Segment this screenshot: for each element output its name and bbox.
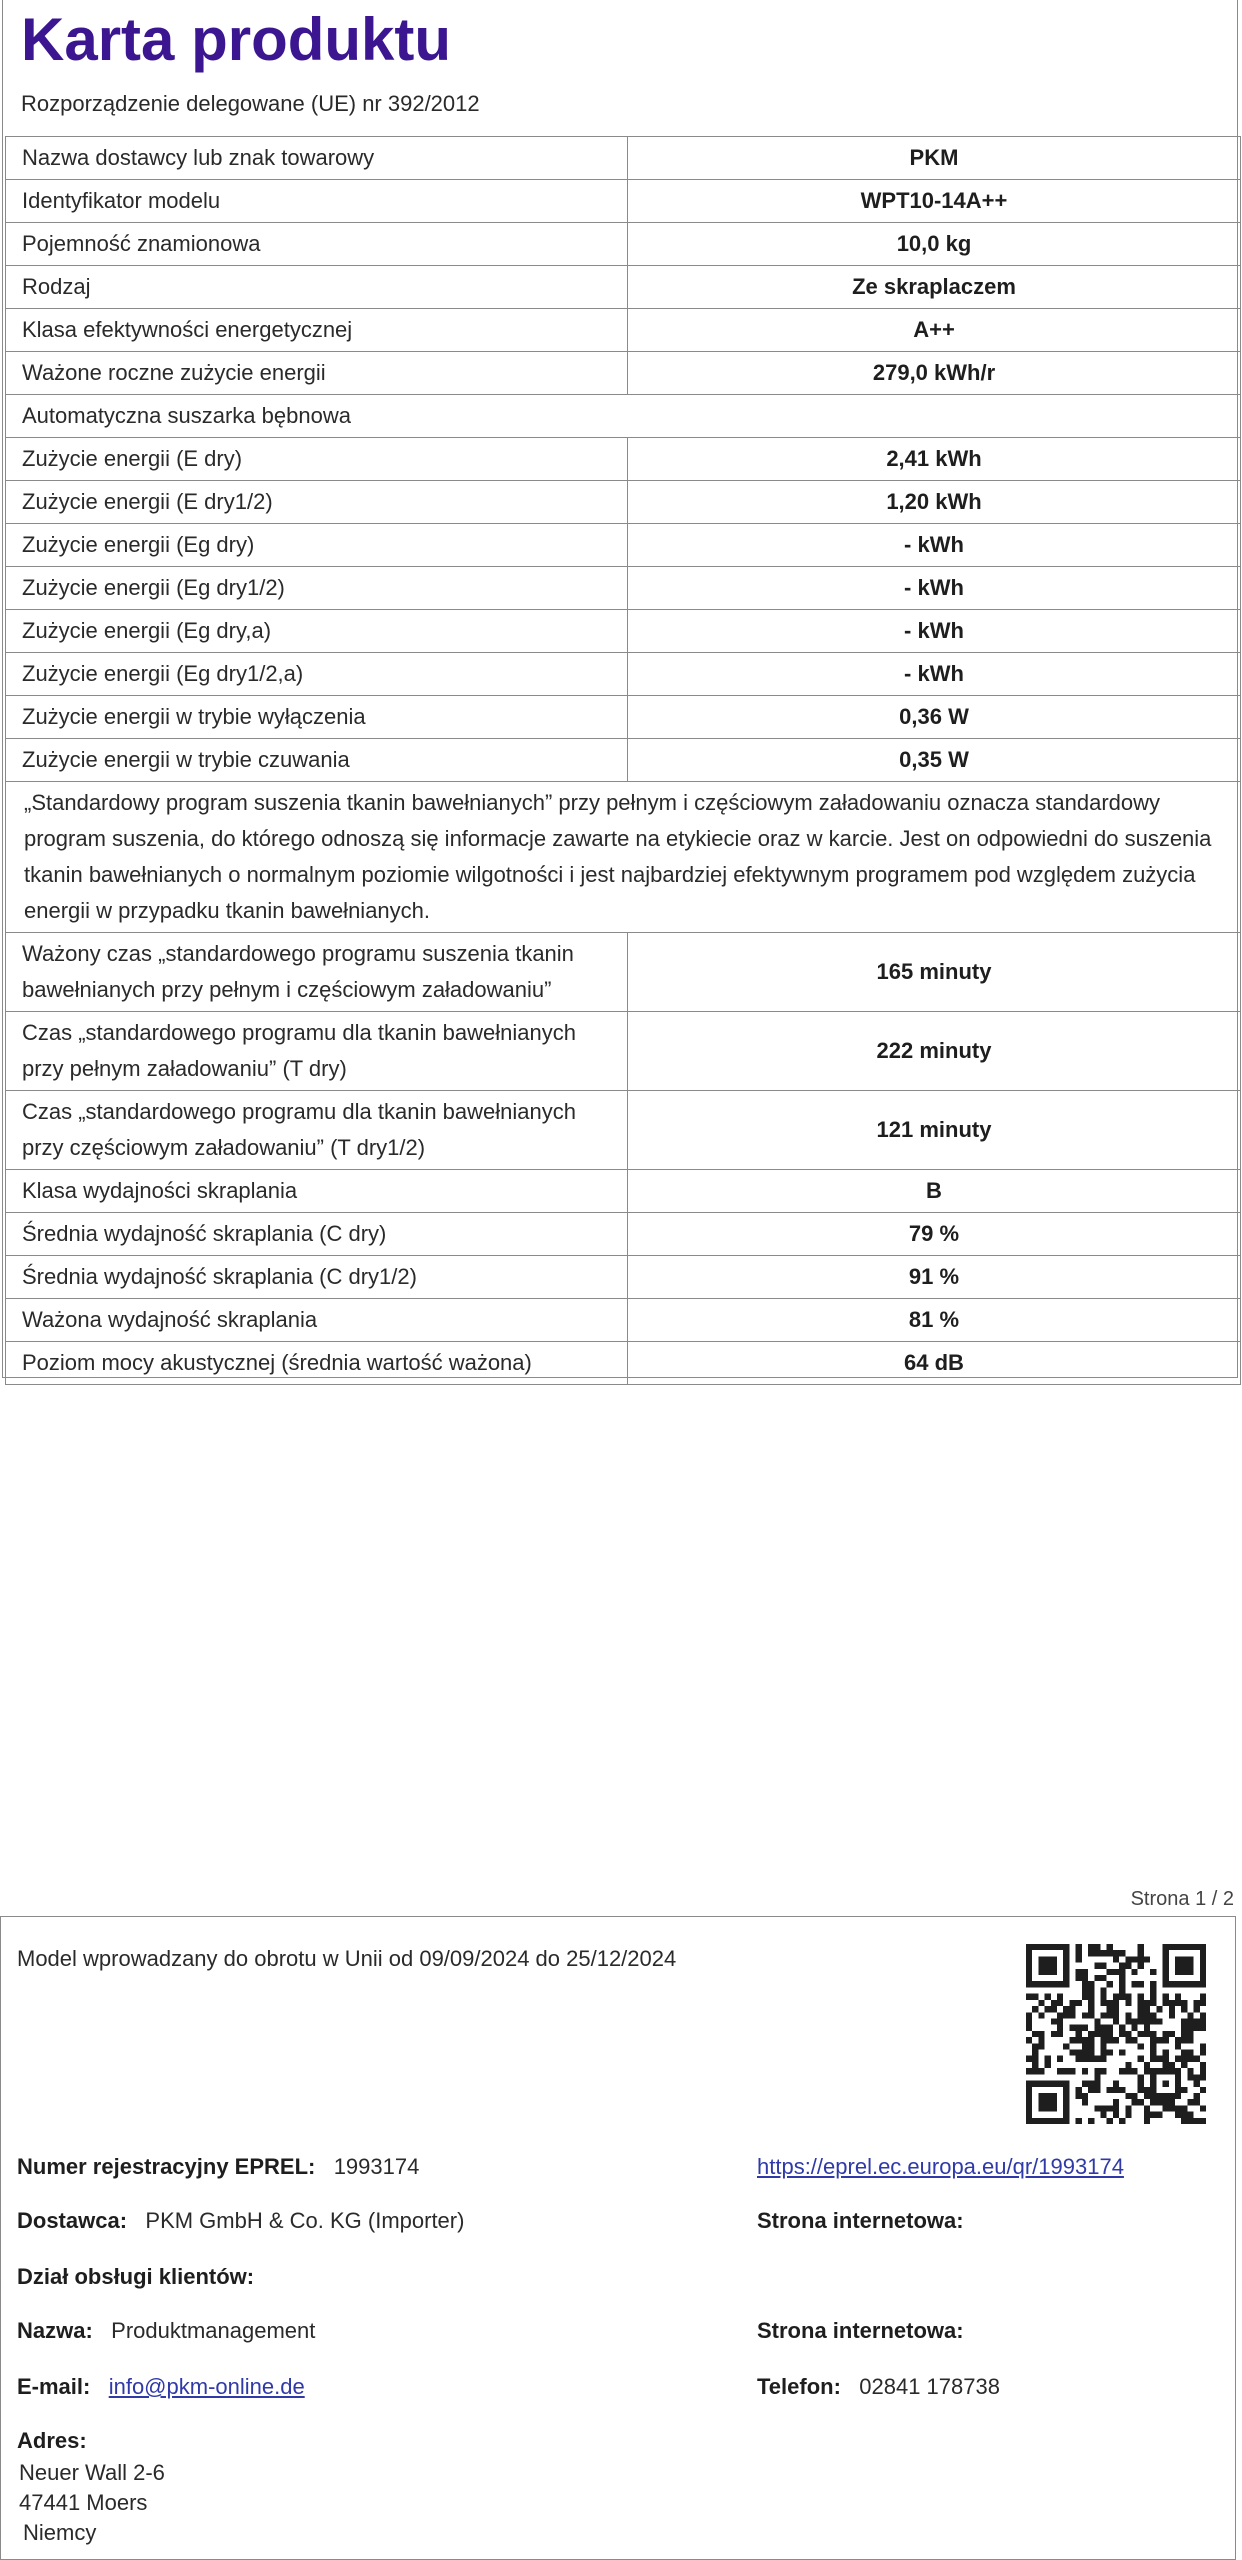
row-label: Zużycie energii w trybie czuwania [6, 739, 628, 782]
row-label: Zużycie energii (E dry) [6, 438, 628, 481]
phone-label: Telefon: [757, 2374, 841, 2399]
eprel-link[interactable]: https://eprel.ec.europa.eu/qr/1993174 [757, 2154, 1124, 2179]
supplier-label: Dostawca: [17, 2208, 128, 2233]
table-row [6, 696, 1241, 739]
row-value: 10,0 kg [628, 223, 1241, 266]
phone-line [757, 2373, 1000, 2401]
row-value: - kWh [628, 653, 1241, 696]
table-row [6, 1256, 1241, 1299]
row-label: Zużycie energii (Eg dry,a) [6, 610, 628, 653]
address-heading [17, 2427, 87, 2455]
row-value: B [628, 1170, 1241, 1213]
row-value: 91 % [628, 1256, 1241, 1299]
table-row [6, 524, 1241, 567]
row-value: A++ [628, 309, 1241, 352]
product-sheet [2, 0, 1238, 1378]
row-value: 64 dB [628, 1342, 1241, 1385]
supplier-value: PKM GmbH & Co. KG (Importer) [145, 2208, 465, 2233]
row-value: 165 minuty [628, 933, 1241, 1012]
table-row [6, 567, 1241, 610]
row-label: Zużycie energii (Eg dry1/2) [6, 567, 628, 610]
supplier-line [17, 2207, 464, 2235]
row-label: Identyfikator modelu [6, 180, 628, 223]
email-label: E-mail: [17, 2374, 91, 2399]
row-label: Klasa wydajności skraplania [6, 1170, 628, 1213]
table-row [6, 653, 1241, 696]
row-value: 222 minuty [628, 1012, 1241, 1091]
table-row [6, 933, 1241, 1012]
table-row [6, 395, 1241, 438]
table-row [6, 309, 1241, 352]
row-value: 121 minuty [628, 1091, 1241, 1170]
row-label: Ważona wydajność skraplania [6, 1299, 628, 1342]
program-description: „Standardowy program suszenia tkanin bawełnianych” przy pełnym i częściowym załadowaniu oznacza standardowy program suszenia, do którego odnoszą się informacje zawarte na etykiecie oraz w karcie. Jest on odpowiedni do suszenia tkanin bawełnianych o normalnym poziomie wilgotności i jest najbardziej efektywnym programem pod względem zużycia energii w przypadku tkanin bawełnianych. [6, 782, 1241, 933]
eprel-link-line [757, 2153, 1124, 2181]
row-value: Ze skraplaczem [628, 266, 1241, 309]
phone-value: 02841 178738 [859, 2374, 1000, 2399]
service-label: Dział obsługi klientów: [17, 2264, 255, 2289]
eprel-number: 1993174 [333, 2154, 420, 2179]
address-label: Adres: [17, 2428, 87, 2453]
qr-code-icon [1026, 1944, 1206, 2124]
row-label: Pojemność znamionowa [6, 223, 628, 266]
row-value: 81 % [628, 1299, 1241, 1342]
contact-name-label: Nazwa: [17, 2318, 93, 2343]
row-value: 279,0 kWh/r [628, 352, 1241, 395]
eprel-label: Numer rejestracyjny EPREL: [17, 2154, 316, 2179]
table-row [6, 1299, 1241, 1342]
row-label: Czas „standardowego programu dla tkanin bawełnianych przy częściowym załadowaniu” (T dry1/2) [6, 1091, 628, 1170]
table-row [6, 1342, 1241, 1385]
table-row [6, 137, 1241, 180]
row-value: 2,41 kWh [628, 438, 1241, 481]
row-label: Zużycie energii (Eg dry) [6, 524, 628, 567]
website-label: Strona internetowa: [757, 2208, 964, 2233]
row-label: Zużycie energii (E dry1/2) [6, 481, 628, 524]
row-value: - kWh [628, 567, 1241, 610]
row-label: Klasa efektywności energetycznej [6, 309, 628, 352]
table-row [6, 352, 1241, 395]
row-value: 0,36 W [628, 696, 1241, 739]
service-website-label: Strona internetowa: [757, 2318, 964, 2343]
row-label: Średnia wydajność skraplania (C dry1/2) [6, 1256, 628, 1299]
section-heading: Automatyczna suszarka bębnowa [6, 395, 1241, 438]
row-value: 79 % [628, 1213, 1241, 1256]
table-row [6, 180, 1241, 223]
row-value: WPT10-14A++ [628, 180, 1241, 223]
website-line [757, 2207, 964, 2235]
table-row [6, 1012, 1241, 1091]
row-value: - kWh [628, 610, 1241, 653]
page-number: Strona 1 / 2 [1130, 1888, 1234, 1910]
service-heading [17, 2263, 254, 2291]
eprel-line [17, 2153, 419, 2181]
table-row [6, 1091, 1241, 1170]
email-link[interactable]: info@pkm-online.de [108, 2374, 305, 2399]
table-row [6, 1213, 1241, 1256]
spec-table [5, 136, 1241, 1385]
row-value: 1,20 kWh [628, 481, 1241, 524]
address-line-1: Neuer Wall 2-6 [19, 2460, 165, 2485]
row-label: Rodzaj [6, 266, 628, 309]
contact-name-line [17, 2317, 315, 2345]
table-row [6, 1170, 1241, 1213]
table-row [6, 266, 1241, 309]
table-row [6, 438, 1241, 481]
email-line [17, 2373, 305, 2401]
address-line-2: 47441 Moers [19, 2490, 148, 2515]
service-website-line [757, 2317, 964, 2345]
row-label: Nazwa dostawcy lub znak towarowy [6, 137, 628, 180]
row-label: Zużycie energii w trybie wyłączenia [6, 696, 628, 739]
regulation-subtitle: Rozporządzenie delegowane (UE) nr 392/2012 [21, 91, 480, 116]
row-label: Średnia wydajność skraplania (C dry) [6, 1213, 628, 1256]
row-label: Zużycie energii (Eg dry1/2,a) [6, 653, 628, 696]
row-value: PKM [628, 137, 1241, 180]
table-row [6, 610, 1241, 653]
contact-name-value: Produktmanagement [111, 2318, 316, 2343]
page-title: Karta produktu [21, 6, 452, 73]
table-row [6, 481, 1241, 524]
row-label: Poziom mocy akustycznej (średnia wartość ważona) [6, 1342, 628, 1385]
table-row [6, 782, 1241, 933]
row-value: 0,35 W [628, 739, 1241, 782]
table-row [6, 223, 1241, 266]
address-line-3: Niemcy [23, 2520, 97, 2545]
row-label: Ważone roczne zużycie energii [6, 352, 628, 395]
row-label: Czas „standardowego programu dla tkanin bawełnianych przy pełnym załadowaniu” (T dry) [6, 1012, 628, 1091]
market-period: Model wprowadzany do obrotu w Unii od 09/09/2024 do 25/12/2024 [17, 1946, 677, 1971]
row-value: - kWh [628, 524, 1241, 567]
table-row [6, 739, 1241, 782]
row-label: Ważony czas „standardowego programu suszenia tkanin bawełnianych przy pełnym i częściowym załadowaniu” [6, 933, 628, 1012]
